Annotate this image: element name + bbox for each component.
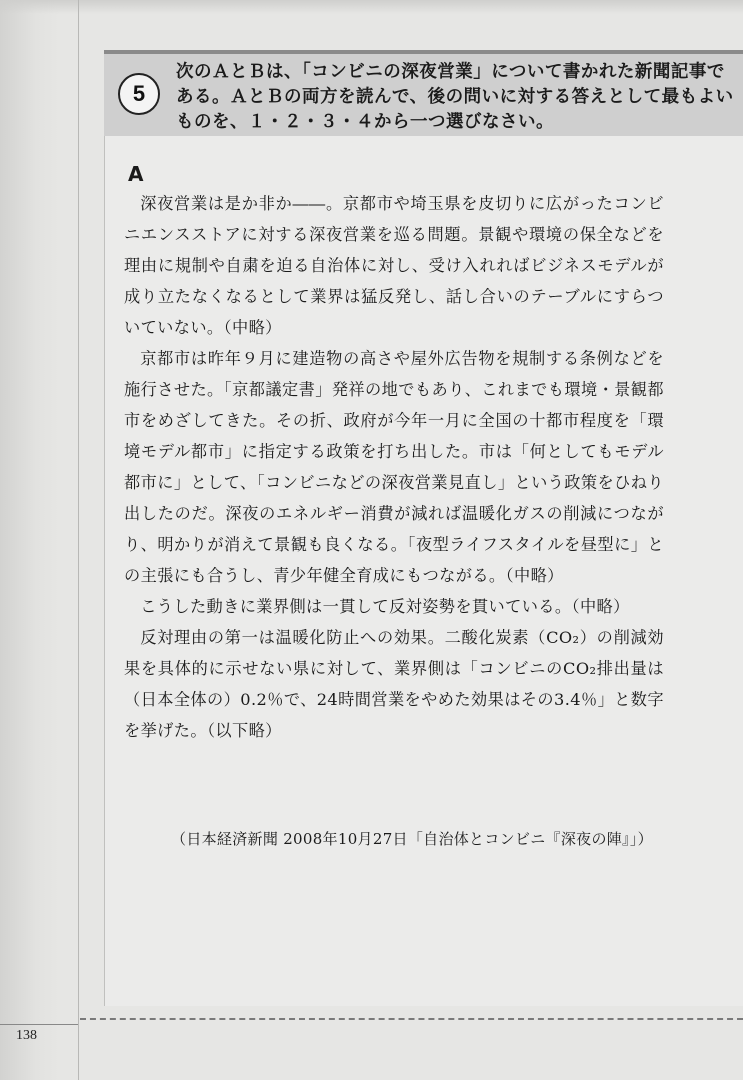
paragraph: 反対理由の第一は温暖化防止への効果。二酸化炭素（CO₂）の削減効果を具体的に示せない県に対して、業界側は「コンビニのCO₂排出量は（日本全体の）0.2％で、24時間営業をやめた効果はその3.4％」と数字を挙げた。（以下略） (124, 628, 664, 740)
paragraph: こうした動きに業界側は一貫して反対姿勢を貫いている。（中略） (140, 597, 630, 616)
passage-label: A (128, 162, 144, 186)
top-edge-shadow (0, 0, 743, 14)
paragraph: 京都市は昨年９月に建造物の高さや屋外広告物を規制する条例などを施行させた。「京都議定書」発祥の地でもあり、これまでも環境・景観都市をめざしてきた。その折、政府が今年一月に全国の十都市程度を「環境モデル都市」に指定する政策を打ち出した。市は「何としてもモデル都市に」として、「コンビニなどの深夜営業見直し」という政策をひねり出したのだ。深夜のエネルギー消費が減れば温暖化ガスの削減につながり、明かりが消えて景観も良くなる。「夜型ライフスタイルを昼型に」との主張にも合うし、青少年健全育成にもつながる。（中略） (124, 349, 664, 585)
paragraph: 深夜営業は是か非か――。京都市や埼玉県を皮切りに広がったコンビニエンスストアに対する深夜営業を巡る問題。景観や環境の保全などを理由に規制や自粛を迫る自治体に対し、受け入れればビジネスモデルが成り立たなくなるとして業界は猛反発し、話し合いのテーブルにすらついていない。（中略） (124, 194, 664, 337)
question-instruction: 次のＡとＢは、「コンビニの深夜営業」について書かれた新聞記事である。ＡとＢの両方を読んで、後の問いに対する答えとして最もよいものを、１・２・３・４から一つ選びなさい。 (176, 62, 734, 132)
question-number-badge: 5 (118, 73, 160, 115)
margin-rule (78, 0, 79, 1080)
passage-text (124, 188, 664, 746)
question-header (104, 50, 743, 136)
page-number: 138 (16, 1028, 37, 1043)
source-citation: （日本経済新聞 2008年10月27日「自治体とコンビニ『深夜の陣』」） (171, 830, 653, 848)
book-spine-shadow (0, 0, 60, 1080)
dashed-divider (80, 1018, 743, 1020)
page-number-rule (0, 1024, 78, 1025)
